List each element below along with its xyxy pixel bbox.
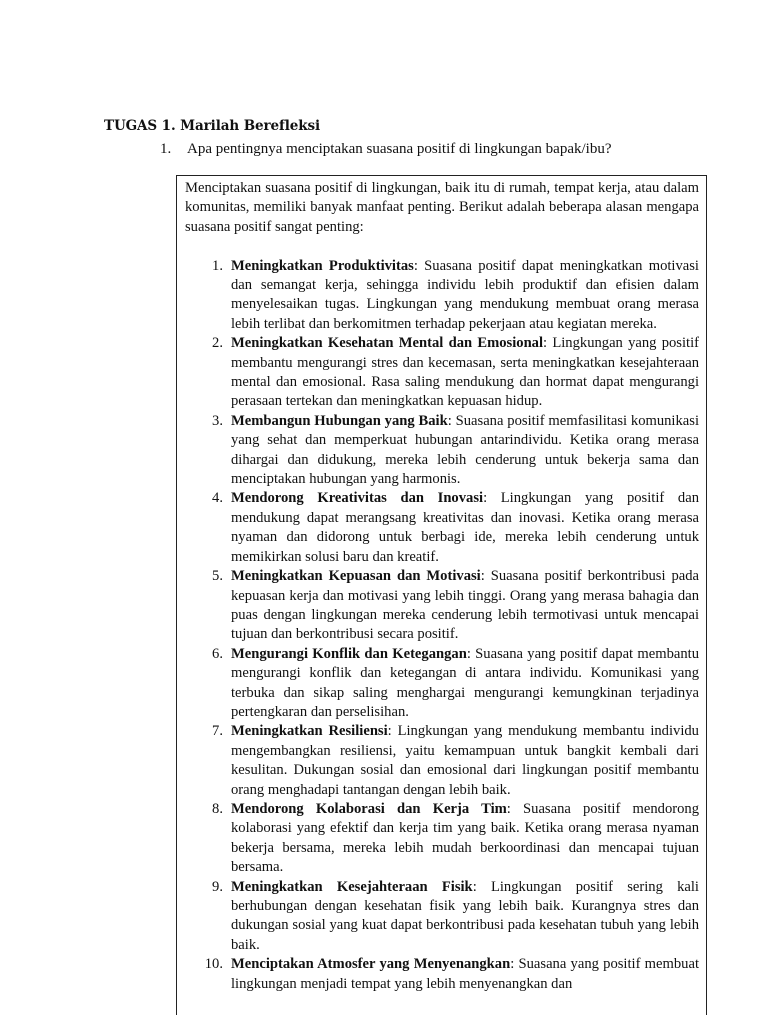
reason-title: Meningkatkan Resiliensi (231, 723, 388, 740)
reason-body (231, 955, 699, 994)
reason-item-9 (185, 878, 699, 956)
reason-title: Mengurangi Konflik dan Ketegangan (231, 645, 467, 662)
reason-body (231, 257, 699, 335)
reason-text: : Suasana yang positif dapat membantu mengurangi konflik dan ketegangan di antara individu. Komunikasi yang terbuka dan sikap saling menghargai mengurangi kemungkinan terjadinya pertengkaran dan perselisihan. (231, 645, 699, 720)
reason-body (231, 722, 699, 800)
reason-body (231, 645, 699, 723)
reason-body (231, 567, 699, 645)
reason-title: Membangun Hubungan yang Baik (231, 412, 448, 429)
reason-item-5 (185, 567, 699, 645)
reason-list (185, 257, 699, 994)
reason-number: 4. (212, 490, 223, 507)
answer-box (176, 175, 707, 1015)
reason-item-3 (185, 412, 699, 490)
reason-number: 10. (204, 956, 223, 973)
question-text: Apa pentingnya menciptakan suasana positif di lingkungan bapak/ibu? (187, 141, 612, 157)
reason-number: 6. (212, 645, 223, 662)
reason-item-4 (185, 489, 699, 567)
reason-number: 7. (212, 723, 223, 740)
page-title: TUGAS 1. Marilah Berefleksi (104, 118, 320, 134)
reason-number: 5. (212, 568, 223, 585)
reason-number: 9. (212, 878, 223, 895)
reason-text: : Lingkungan yang positif dan mendukung dapat merangsang kreativitas dan inovasi. Ketika orang merasa nyaman dan didorong untuk berbagi ide, mereka lebih cenderung untuk memikirkan solusi baru dan kreatif. (231, 490, 699, 565)
reason-title: Meningkatkan Kepuasan dan Motivasi (231, 568, 481, 585)
reason-text: : Lingkungan positif sering kali berhubungan dengan kesehatan fisik yang lebih baik. Kurangnya stres dan dukungan sosial yang kuat dapat berkontribusi pada kesehatan tubuh yang lebih baik. (231, 878, 699, 953)
question (160, 141, 611, 158)
reason-body (231, 412, 699, 490)
reason-title: Meningkatkan Kesehatan Mental dan Emosional (231, 335, 544, 352)
reason-title: Mendorong Kreativitas dan Inovasi (231, 490, 484, 507)
reason-item-8 (185, 800, 699, 878)
reason-text: : Suasana positif memfasilitasi komunikasi yang sehat dan memperkuat hubungan antarindividu. Ketika orang merasa dihargai dan didukung, mereka lebih cenderung untuk bekerja sama dan menciptakan hubungan yang harmonis. (231, 412, 699, 488)
reason-body (231, 800, 699, 878)
reason-title: Mendorong Kolaborasi dan Kerja Tim (231, 800, 507, 817)
reason-text: : Suasana positif mendorong kolaborasi yang efektif dan kerja tim yang baik. Ketika orang merasa nyaman bekerja bersama, mereka lebih mudah berkoordinasi dan mencapai tujuan bersama. (231, 800, 699, 876)
reason-item-7 (185, 722, 699, 800)
reason-item-10 (185, 955, 699, 994)
reason-title: Meningkatkan Produktivitas (231, 257, 414, 274)
reason-item-6 (185, 645, 699, 723)
reason-text: : Suasana positif dapat meningkatkan motivasi dan semangat kerja, sehingga individu lebih produktif dan efisien dalam menyelesaikan tugas. Lingkungan yang mendukung membuat orang merasa lebih terlibat dan berkomitmen terhadap pekerjaan atau kegiatan mereka. (231, 257, 699, 332)
reason-body (231, 334, 699, 412)
reason-text: : Lingkungan yang mendukung membantu individu mengembangkan resiliensi, yaitu kemampuan untuk bangkit kembali dari kesulitan. Dukungan sosial dan emosional dari lingkungan positif membantu orang menghadapi tantangan dengan lebih baik. (231, 723, 699, 798)
reason-title: Meningkatkan Kesejahteraan Fisik (231, 878, 473, 895)
reason-number: 3. (212, 412, 223, 429)
reason-number: 8. (212, 800, 223, 817)
reason-number: 1. (212, 257, 223, 274)
reason-text: : Suasana yang positif membuat lingkungan menjadi tempat yang lebih menyenangkan dan (231, 956, 699, 992)
reason-text: : Lingkungan yang positif membantu mengurangi stres dan kecemasan, serta meningkatkan kesejahteraan mental dan emosional. Rasa saling mendukung dan hormat dapat mengurangi perasaan tertekan dan meningkatkan kepuasan hidup. (231, 335, 699, 410)
reason-body (231, 489, 699, 567)
reason-item-2 (185, 334, 699, 412)
answer-intro: Menciptakan suasana positif di lingkungan, baik itu di rumah, tempat kerja, atau dalam komunitas, memiliki banyak manfaat penting. Berikut adalah beberapa alasan mengapa suasana positif sangat penting: (185, 180, 699, 235)
reason-text: : Suasana positif berkontribusi pada kepuasan kerja dan motivasi yang lebih tinggi. Orang yang merasa bahagia dan puas dengan lingkungan mereka cenderung lebih termotivasi untuk mencapai tujuan dan berkontribusi secara positif. (231, 568, 699, 643)
reason-title: Menciptakan Atmosfer yang Menyenangkan (231, 956, 511, 973)
reason-body (231, 878, 699, 956)
reason-item-1 (185, 257, 699, 335)
question-number: 1. (160, 141, 172, 157)
reason-number: 2. (212, 335, 223, 352)
